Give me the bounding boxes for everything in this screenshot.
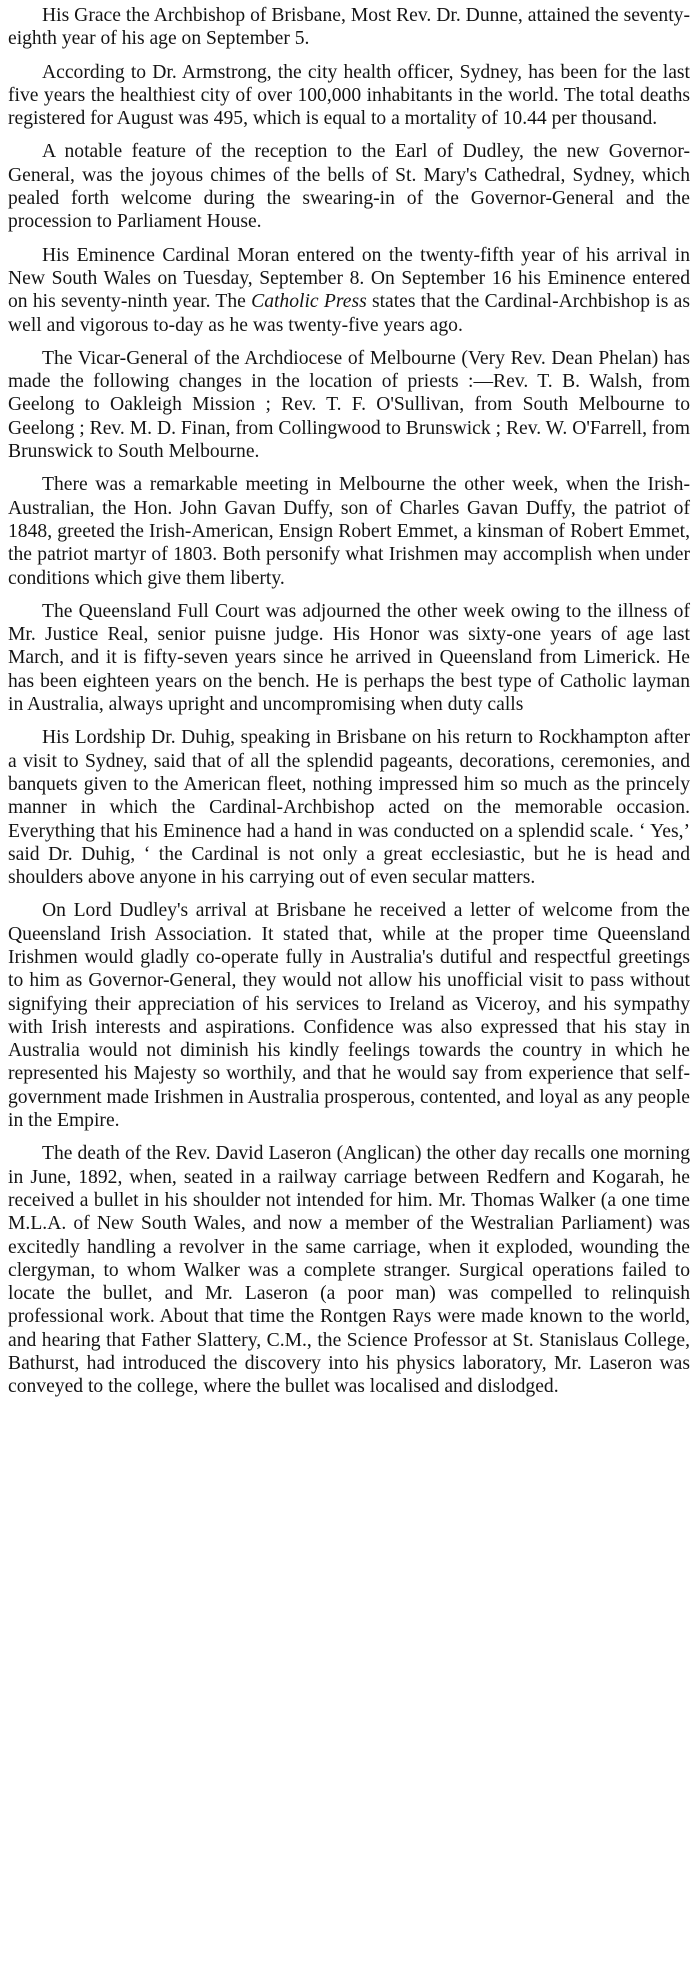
paragraph-text: According to Dr. Armstrong, the city health officer, Sydney, has been for the last five years the healthiest city of over 100,000 inhabitants in the world. The total deaths registered for August was 495, which is equal to a mortality of 10.44 per thousand. bbox=[8, 61, 690, 130]
publication-title: Catholic Press bbox=[251, 291, 367, 313]
paragraph-text: The death of the Rev. David Laseron (Anglican) the other day recalls one morning in June, 1892, when, seated in a railway carriage between Redfern and Kogarah, he received a bullet in his shoulder not intended for him. Mr. Thomas Walker (a one time M.L.A. of New South Wales, and now a member of the Westralian Parliament) was excitedly handling a revolver in the same carriage, when it exploded, wounding the clergyman, to whom Walker was a complete stranger. Surgical operations failed to locate the bullet, and Mr. Laseron (a poor man) was compelled to relinquish professional work. About that time the Rontgen Rays were made known to the world, and hearing that Father Slattery, C.M., the Science Professor at St. Stanislaus College, Bathurst, had introduced the discovery into his physics laboratory, Mr. Laseron was conveyed to the college, where the bullet was localised and dislodged. bbox=[8, 1143, 690, 1398]
paragraph-text: His Lordship Dr. Duhig, speaking in Brisbane on his return to Rockhampton after a visit to Sydney, said that of all the splendid pageants, decorations, ceremonies, and banquets given to the American fleet, nothing impressed him so much as the princely manner in which the Cardinal-Archbishop acted on the memorable occasion. Everything that his Eminence had a hand in was conducted on a splendid scale. ‘ Yes,’ said Dr. Duhig, ‘ the Cardinal is not only a great ecclesiastic, but he is head and shoulders above anyone in his carrying out of even secular matters. bbox=[8, 727, 690, 889]
paragraph-sydney-health bbox=[8, 61, 690, 131]
paragraph-duffy-emmet-meeting bbox=[8, 473, 690, 589]
paragraph-cardinal-moran bbox=[8, 244, 690, 337]
paragraph-text: His Eminence Cardinal Moran entered on the twenty-fifth year of his arrival in New South Wales on Tuesday, September 8. On September 16 his Eminence entered on his seventy-ninth year. The bbox=[8, 244, 690, 313]
paragraph-melbourne-priest-changes bbox=[8, 347, 690, 463]
paragraph-dr-duhig bbox=[8, 726, 690, 889]
paragraph-rev-laseron bbox=[8, 1142, 690, 1398]
paragraph-text: His Grace the Archbishop of Brisbane, Most Rev. Dr. Dunne, attained the seventy-eighth year of his age on September 5. bbox=[8, 5, 690, 50]
paragraph-justice-real bbox=[8, 600, 690, 716]
paragraph-text: states that the Cardinal-Archbishop is as well and vigorous to-day as he was twenty-five years ago. bbox=[8, 291, 690, 336]
paragraph-queensland-irish-association bbox=[8, 899, 690, 1132]
paragraph-text: On Lord Dudley's arrival at Brisbane he received a letter of welcome from the Queensland Irish Association. It stated that, while at the proper time Queensland Irishmen would gladly co-operate fully in Australia's dutiful and respectful greetings to him as Governor-General, they would not allow his unofficial visit to pass without signifying their appreciation of his services to Ireland as Viceroy, and his sympathy with Irish interests and aspirations. Confidence was also expressed that his stay in Australia would not diminish his kindly feelings towards the country in which he represented his Majesty so worthily, and that he would say from experience that self-government made Irishmen in Australia prosperous, contented, and loyal as any people in the Empire. bbox=[8, 900, 690, 1132]
paragraph-earl-of-dudley-reception bbox=[8, 140, 690, 233]
paragraph-text: There was a remarkable meeting in Melbourne the other week, when the Irish-Australian, the Hon. John Gavan Duffy, son of Charles Gavan Duffy, the patriot of 1848, greeted the Irish-American, Ensign Robert Emmet, a kinsman of Robert Emmet, the patriot martyr of 1803. Both personify what Irishmen may accomplish when under conditions which give them liberty. bbox=[8, 474, 690, 589]
paragraph-archbishop-dunne bbox=[8, 4, 690, 51]
paragraph-text: A notable feature of the reception to the Earl of Dudley, the new Governor-General, was the joyous chimes of the bells of St. Mary's Cathedral, Sydney, which pealed forth welcome during the swearing-in of the Governor-General and the procession to Parliament House. bbox=[8, 141, 690, 233]
paragraph-text: The Vicar-General of the Archdiocese of Melbourne (Very Rev. Dean Phelan) has made the following changes in the location of priests :—Rev. T. B. Walsh, from Geelong to Oakleigh Mission ; Rev. T. F. O'Sullivan, from South Melbourne to Geelong ; Rev. M. D. Finan, from Collingwood to Brunswick ; Rev. W. O'Farrell, from Brunswick to South Melbourne. bbox=[8, 347, 690, 463]
paragraph-text: The Queensland Full Court was adjourned the other week owing to the illness of Mr. Justice Real, senior puisne judge. His Honor was sixty-one years of age last March, and it is fifty-seven years since he arrived in Queensland from Limerick. He has been eighteen years on the bench. He is perhaps the best type of Catholic layman in Australia, always upright and uncompromising when duty calls bbox=[8, 600, 690, 716]
